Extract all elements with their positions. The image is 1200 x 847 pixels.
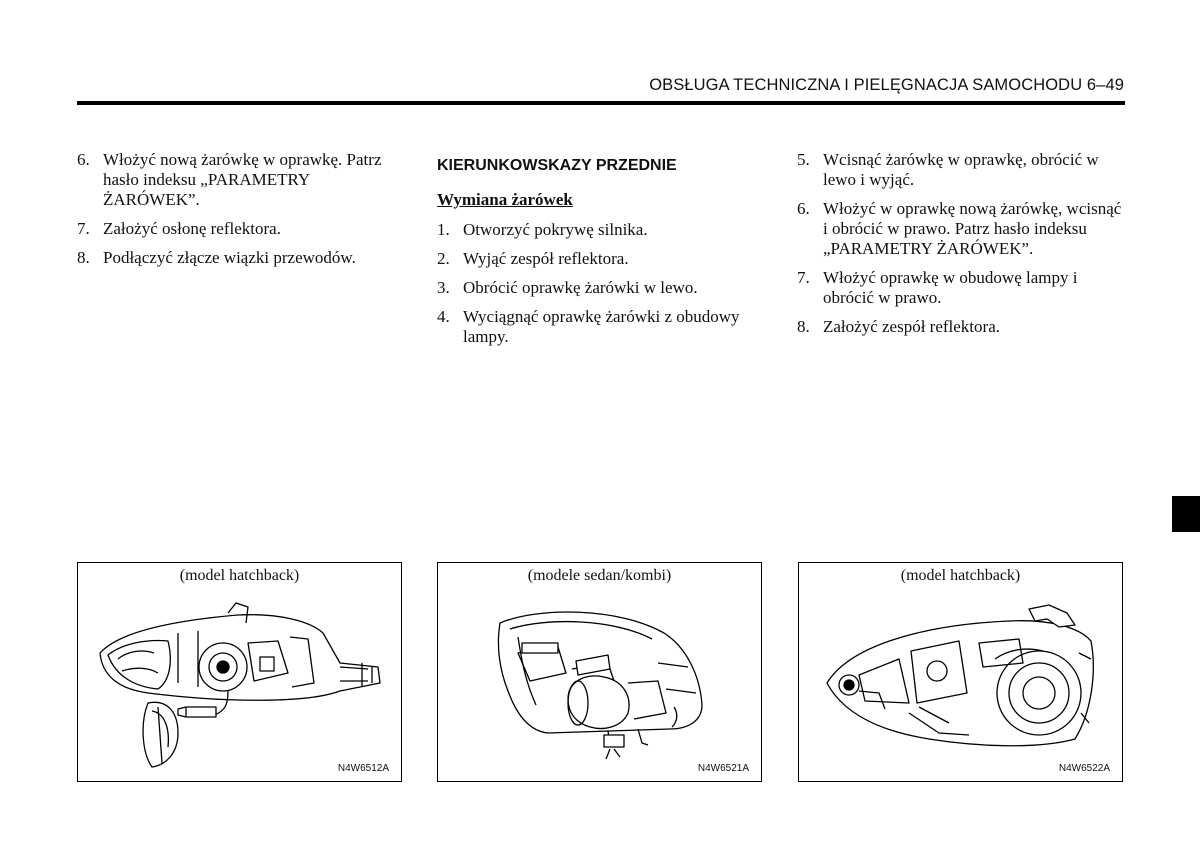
step-number: 6. [797, 199, 810, 218]
step-number: 7. [797, 268, 810, 287]
figure-code: N4W6521A [697, 763, 749, 774]
column-1 [77, 150, 397, 277]
figure-caption: (model hatchback) [900, 567, 1021, 584]
steps-list [437, 220, 767, 347]
page-header-title: OBSŁUGA TECHNICZNA I PIELĘGNACJA SAMOCHODU 6–49 [649, 76, 1124, 94]
step-text: Włożyć w oprawkę nową żarówkę, wcisnąć i obrócić w prawo. Patrz hasło indeksu „PARAMETRY ŻARÓWEK”. [823, 199, 1122, 258]
figure-code: N4W6522A [1058, 763, 1110, 774]
step-number: 3. [437, 278, 450, 297]
header-rule [77, 101, 1125, 105]
step-number: 2. [437, 249, 450, 268]
headlamp-illustration-1 [78, 563, 400, 780]
step-text: Otworzyć pokrywę silnika. [463, 220, 648, 239]
step-number: 7. [77, 219, 90, 238]
step-number: 1. [437, 220, 450, 239]
chapter-tab-marker [1172, 496, 1200, 532]
figure-caption: (modele sedan/kombi) [527, 567, 672, 584]
list-item [77, 248, 397, 268]
step-number: 8. [77, 248, 90, 267]
headlamp-illustration-3 [799, 563, 1121, 780]
list-item [437, 220, 767, 240]
section-heading: KIERUNKOWSKAZY PRZEDNIE [437, 157, 677, 174]
figure-caption: (model hatchback) [179, 567, 300, 584]
list-item [437, 307, 767, 347]
steps-list-continued-2 [797, 150, 1127, 337]
step-text: Włożyć oprawkę w obudowę lampy i obrócić w prawo. [823, 268, 1078, 307]
figure-code: N4W6512A [337, 763, 389, 774]
step-text: Założyć osłonę reflektora. [103, 219, 281, 238]
step-text: Wcisnąć żarówkę w oprawkę, obrócić w lewo i wyjąć. [823, 150, 1099, 189]
step-text: Wyjąć zespół reflektora. [463, 249, 629, 268]
list-item [797, 199, 1127, 259]
step-text: Obrócić oprawkę żarówki w lewo. [463, 278, 698, 297]
column-3 [797, 150, 1127, 346]
list-item [797, 150, 1127, 190]
list-item [77, 219, 397, 239]
figure-headlamp-hatchback-1 [77, 562, 402, 782]
column-2 [437, 150, 767, 356]
list-item [437, 278, 767, 298]
step-number: 5. [797, 150, 810, 169]
step-text: Włożyć nową żarówkę w oprawkę. Patrz hasło indeksu „PARAMETRY ŻARÓWEK”. [103, 150, 382, 209]
list-item [797, 317, 1127, 337]
figure-headlamp-sedan-kombi [437, 562, 762, 782]
figure-headlamp-hatchback-2 [798, 562, 1123, 782]
list-item [77, 150, 397, 210]
list-item [437, 249, 767, 269]
section-subheading: Wymiana żarówek [437, 190, 573, 209]
step-number: 6. [77, 150, 90, 169]
step-text: Założyć zespół reflektora. [823, 317, 1000, 336]
headlamp-illustration-2 [438, 563, 760, 780]
step-text: Podłączyć złącze wiązki przewodów. [103, 248, 356, 267]
list-item [797, 268, 1127, 308]
step-number: 4. [437, 307, 450, 326]
step-text: Wyciągnąć oprawkę żarówki z obudowy lampy. [463, 307, 740, 346]
steps-list-continued [77, 150, 397, 268]
step-number: 8. [797, 317, 810, 336]
